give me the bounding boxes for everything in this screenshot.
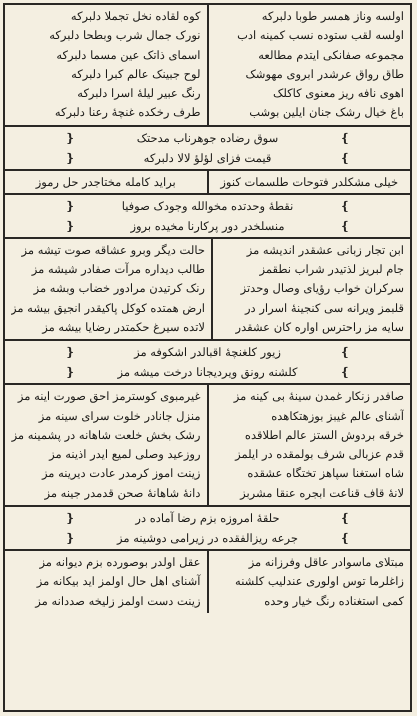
verse-line: باغ خیال رشک جنان ایلین بوشب bbox=[249, 105, 404, 120]
verse-line: زاغلرما توس اولوری عندلیب کلشنه bbox=[235, 574, 404, 589]
couplet-3 bbox=[5, 341, 410, 385]
verse-line: صافدر زنکار غمدن سینهٔ بی کینه مز bbox=[233, 389, 404, 404]
verse-column-right bbox=[213, 239, 410, 339]
verse-line: مبتلای ماسوادر عاقل وفرزانه مز bbox=[248, 555, 404, 570]
verse-column-left bbox=[5, 5, 209, 125]
verse-line: قلبمز ویرانه سی کنجینهٔ اسرار در bbox=[244, 300, 404, 315]
ornament-bracket-icon: ❵ bbox=[339, 150, 350, 165]
couplet-1 bbox=[5, 127, 410, 171]
verse-line: ارض همتده کوکل پاکیقدر انجیق بیشه مز bbox=[11, 300, 205, 315]
verse-line: قدم عزبالی شرف بولمقده در ایلمز bbox=[235, 447, 404, 462]
verse-column-right bbox=[209, 551, 411, 613]
ornament-bracket-icon: ❵ bbox=[339, 531, 350, 546]
ornament-bracket-icon: ❵ bbox=[339, 511, 350, 526]
verse-line: حالت دیگر وبرو عشاقه صوت تیشه مز bbox=[21, 242, 205, 257]
verse-line: اولسه وناز همسر طوبا دلبرکه bbox=[261, 9, 404, 23]
ornament-bracket-icon: ❴ bbox=[65, 531, 76, 546]
verse-line: مجموعه صفانکی ایتدم مطالعه bbox=[258, 47, 404, 62]
couplet-line bbox=[5, 342, 410, 362]
section-heading-right: خیلی مشکلدر فتوحات طلسمات کنوز bbox=[220, 174, 399, 189]
verse-column-left bbox=[5, 385, 209, 505]
verse-line: دانهٔ شاهانهٔ صحن قدمدر جینه مز bbox=[44, 485, 201, 500]
couplet-line bbox=[5, 148, 410, 168]
ornament-bracket-icon: ❴ bbox=[65, 150, 76, 165]
verse-line: غیرمبوی کوسترمز احق صورت اینه مز bbox=[17, 389, 201, 404]
couplet-text: جرعه ریزالفقده در زیرامی دوشینه مز bbox=[117, 531, 298, 546]
couplet-text: نقطهٔ وحدتده مخوالله وجودک صوفیا bbox=[121, 198, 294, 213]
couplet-text: زیور کلغنچهٔ اقبالدر اشکوفه مز bbox=[134, 345, 281, 360]
verse-block-1 bbox=[5, 5, 410, 127]
couplet-4 bbox=[5, 507, 410, 551]
couplet-text: حلقهٔ امروزه بزم رضا آماده در bbox=[135, 511, 280, 526]
verse-line: جام لبریز لذتیدر شراب نطقمز bbox=[259, 262, 404, 277]
verse-column-right bbox=[209, 5, 411, 125]
verse-line: سایه مز راحترس اواره کان عشقدر bbox=[235, 319, 404, 334]
verse-line: اسمای ذاتک عین مسما دلبرکه bbox=[56, 47, 201, 62]
ornament-bracket-icon: ❴ bbox=[65, 130, 76, 145]
verse-line: لانهٔ قاف قناعت ابجره عنقا مشربز bbox=[240, 485, 404, 500]
couplet-line bbox=[5, 196, 410, 216]
verse-line: نورک جمال شرب وبطحا دلبرکه bbox=[49, 28, 201, 43]
ornament-bracket-icon: ❴ bbox=[65, 198, 76, 213]
verse-line: رنگ عبیر لیلهٔ اسرا دلبرکه bbox=[77, 86, 201, 101]
ornament-bracket-icon: ❵ bbox=[339, 365, 350, 380]
verse-line: رشک بخش خلعت شاهانه در پشمینه مز bbox=[11, 427, 201, 442]
ornament-bracket-icon: ❵ bbox=[339, 345, 350, 360]
verse-line: طرف رخکده غنچهٔ رعنا دلبرکه bbox=[54, 105, 201, 120]
ornament-bracket-icon: ❴ bbox=[65, 365, 76, 380]
verse-line: سرکران خواب رؤیای وصال وحدتز bbox=[240, 281, 404, 296]
couplet-line bbox=[5, 216, 410, 236]
verse-block-2 bbox=[5, 239, 410, 341]
verse-line: خرقه بردوش الستز عالم اطلاقده bbox=[244, 427, 404, 442]
verse-line: لاتده سیرغ حکمتدر رضایا بیشه مز bbox=[42, 319, 205, 334]
ornament-bracket-icon: ❵ bbox=[339, 130, 350, 145]
verse-column-left bbox=[5, 239, 213, 339]
verse-line: طالب دیداره مرآت صفادر شیشه مز bbox=[31, 262, 205, 277]
verse-line: شاه استغنا سپاهز تختگاه عشقده bbox=[247, 466, 404, 481]
verse-line: زینت دست اولمز زلیخه صددانه مز bbox=[35, 593, 201, 608]
manuscript-page bbox=[3, 3, 412, 712]
section-heading-row bbox=[5, 171, 410, 195]
couplet-line bbox=[5, 128, 410, 148]
verse-line: اولسه لقب ستوده نسب کمینه ادب bbox=[237, 28, 404, 43]
verse-line: لوح جبینک عالم کبرا دلبرکه bbox=[71, 66, 201, 81]
verse-line: آشنای عالم غیبز بوزهتکاهده bbox=[271, 408, 404, 423]
ornament-bracket-icon: ❵ bbox=[339, 218, 350, 233]
verse-line: عقل اولدر بوصورده بزم دیوانه مز bbox=[39, 555, 201, 570]
ornament-bracket-icon: ❴ bbox=[65, 345, 76, 360]
verse-line: روزعید وصلی لمیع ایدر اذینه مز bbox=[49, 447, 201, 462]
verse-line: ابن تجار زبانی عشقدر اندیشه مز bbox=[246, 242, 404, 257]
couplet-2 bbox=[5, 195, 410, 239]
verse-line: کمی استغناده رنگ خیار وحده bbox=[264, 593, 404, 608]
couplet-line bbox=[5, 528, 410, 548]
verse-line: رنک کرتیدن مرادور خضاب وبشه مز bbox=[33, 281, 205, 296]
ornament-bracket-icon: ❴ bbox=[65, 511, 76, 526]
verse-block-4 bbox=[5, 551, 410, 613]
couplet-line bbox=[5, 508, 410, 528]
verse-line: منزل جانادر خلوت سرای سینه مز bbox=[38, 408, 201, 423]
verse-line: طاق رواق عرشدر ابروی مهوشک bbox=[245, 66, 404, 81]
verse-block-3 bbox=[5, 385, 410, 507]
couplet-text: منسلخدر دور پرکارنا مخیده بروز bbox=[130, 218, 285, 233]
ornament-bracket-icon: ❴ bbox=[65, 218, 76, 233]
couplet-text: سوق رضاده جوهرناب مدحتک bbox=[136, 130, 279, 145]
verse-line: کوه لقاده نخل تجملا دلبرکه bbox=[70, 9, 201, 23]
verse-column-left bbox=[5, 551, 209, 613]
ornament-bracket-icon: ❵ bbox=[339, 198, 350, 213]
couplet-text: کلشنه رونق ویردیجانا درخت میشه مز bbox=[117, 365, 298, 380]
verse-line: آشنای اهل حال اولمز اید بیکانه مز bbox=[36, 574, 201, 589]
verse-line: اهوی نافه ریز معنوی کاکلک bbox=[273, 86, 404, 101]
section-heading-left: براید کامله مختاجدر حل رموز bbox=[5, 171, 209, 193]
verse-column-right bbox=[209, 385, 411, 505]
couplet-text: قیمت فزای لؤلؤ لالا دلبرکه bbox=[143, 150, 272, 165]
verse-line: زینت اموز کرمدر عادت دیرینه مز bbox=[41, 466, 201, 481]
couplet-line bbox=[5, 362, 410, 382]
